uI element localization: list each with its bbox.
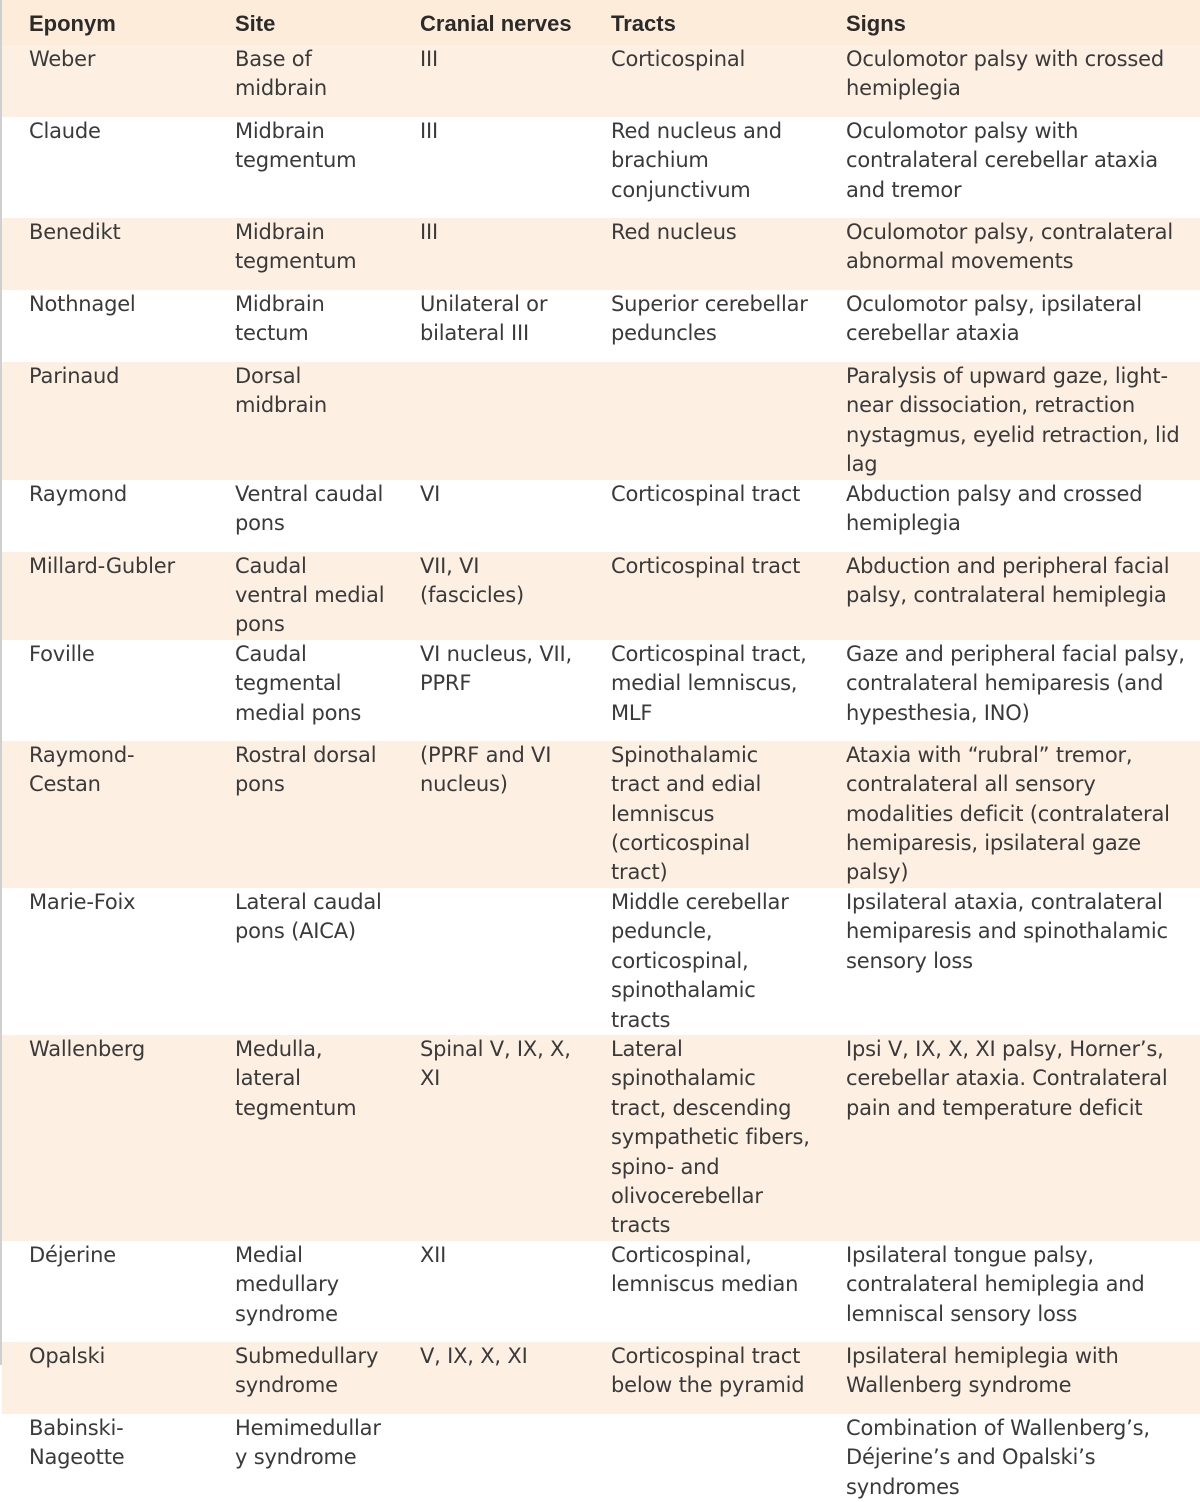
cell-signs: Gaze and peripheral facial palsy, contralateral hemiparesis (and hypesthesia, INO) <box>819 640 1200 741</box>
cell-signs: Oculomotor palsy with crossed hemiplegia <box>819 45 1200 117</box>
table-row <box>2 1035 1200 1241</box>
cell-signs: Ipsilateral tongue palsy, contralateral hemiplegia and lemniscal sensory loss <box>819 1241 1200 1342</box>
cell-nerves: V, IX, X, XI <box>393 1342 584 1414</box>
cell-tracts: Corticospinal tract below the pyramid <box>584 1342 819 1414</box>
cell-tracts <box>584 1414 819 1502</box>
cell-site: Midbrain tegmentum <box>208 117 393 218</box>
table-row <box>2 552 1200 640</box>
cell-site: Lateral caudal pons (AICA) <box>208 888 393 1035</box>
cell-eponym: Déjerine <box>2 1241 208 1342</box>
brainstem-syndromes-table <box>2 0 1200 1502</box>
cell-signs: Abduction and peripheral facial palsy, contralateral hemiplegia <box>819 552 1200 640</box>
cell-eponym: Raymond <box>2 480 208 552</box>
header-signs: Signs <box>819 0 1200 45</box>
cell-signs: Oculomotor palsy, ipsilateral cerebellar ataxia <box>819 290 1200 362</box>
cell-tracts: Corticospinal, lemniscus median <box>584 1241 819 1342</box>
cell-signs: Ipsilateral ataxia, contralateral hemiparesis and spinothalamic sensory loss <box>819 888 1200 1035</box>
table-header-row <box>2 0 1200 45</box>
cell-tracts: Corticospinal <box>584 45 819 117</box>
cell-signs: Ipsi V, IX, X, XI palsy, Horner’s, cerebellar ataxia. Contralateral pain and temperature deficit <box>819 1035 1200 1241</box>
cell-eponym: Opalski <box>2 1342 208 1414</box>
table-row <box>2 1241 1200 1342</box>
cell-site: Rostral dorsal pons <box>208 741 393 888</box>
header-cranial-nerves: Cranial nerves <box>393 0 584 45</box>
table-row <box>2 218 1200 290</box>
cell-site: Midbrain tegmentum <box>208 218 393 290</box>
cell-tracts: Red nucleus and brachium conjunctivum <box>584 117 819 218</box>
table-row <box>2 480 1200 552</box>
cell-nerves: III <box>393 117 584 218</box>
cell-tracts: Corticospinal tract, medial lemniscus, MLF <box>584 640 819 741</box>
cell-signs: Ipsilateral hemiplegia with Wallenberg syndrome <box>819 1342 1200 1414</box>
cell-nerves: III <box>393 218 584 290</box>
table-row <box>2 888 1200 1035</box>
cell-nerves: Spinal V, IX, X, XI <box>393 1035 584 1241</box>
cell-eponym: Marie-Foix <box>2 888 208 1035</box>
cell-tracts <box>584 362 819 480</box>
cell-nerves: (PPRF and VI nucleus) <box>393 741 584 888</box>
table-row <box>2 117 1200 218</box>
cell-site: Midbrain tectum <box>208 290 393 362</box>
header-tracts: Tracts <box>584 0 819 45</box>
table-row <box>2 1342 1200 1414</box>
header-eponym: Eponym <box>2 0 208 45</box>
cell-eponym: Foville <box>2 640 208 741</box>
cell-nerves <box>393 362 584 480</box>
cell-eponym: Nothnagel <box>2 290 208 362</box>
cell-site: Base of midbrain <box>208 45 393 117</box>
cell-nerves: VII, VI (fascicles) <box>393 552 584 640</box>
cell-tracts: Spinothalamic tract and edial lemniscus (corticospinal tract) <box>584 741 819 888</box>
cell-eponym: Millard-Gubler <box>2 552 208 640</box>
cell-nerves: VI <box>393 480 584 552</box>
cell-signs: Paralysis of upward gaze, light-near dissociation, retraction nystagmus, eyelid retraction, lid lag <box>819 362 1200 480</box>
cell-nerves <box>393 888 584 1035</box>
cell-eponym: Benedikt <box>2 218 208 290</box>
cell-eponym: Weber <box>2 45 208 117</box>
cell-eponym: Wallenberg <box>2 1035 208 1241</box>
cell-site: Dorsal midbrain <box>208 362 393 480</box>
cell-signs: Ataxia with “rubral” tremor, contralateral all sensory modalities deficit (contralateral hemiparesis, ipsilateral gaze palsy) <box>819 741 1200 888</box>
cell-tracts: Lateral spinothalamic tract, descending sympathetic fibers, spino- and olivocerebellar tracts <box>584 1035 819 1241</box>
table-row <box>2 640 1200 741</box>
cell-tracts: Red nucleus <box>584 218 819 290</box>
cell-site: Submedullary syndrome <box>208 1342 393 1414</box>
cell-nerves: VI nucleus, VII, PPRF <box>393 640 584 741</box>
cell-tracts: Corticospinal tract <box>584 480 819 552</box>
cell-signs: Abduction palsy and crossed hemiplegia <box>819 480 1200 552</box>
cell-signs: Oculomotor palsy with contralateral cerebellar ataxia and tremor <box>819 117 1200 218</box>
cell-site: Caudal tegmental medial pons <box>208 640 393 741</box>
cell-tracts: Middle cerebellar peduncle, corticospinal, spinothalamic tracts <box>584 888 819 1035</box>
cell-eponym: Babinski-Nageotte <box>2 1414 208 1502</box>
cell-nerves: Unilateral or bilateral III <box>393 290 584 362</box>
table-row <box>2 290 1200 362</box>
table-row <box>2 1414 1200 1502</box>
cell-signs: Combination of Wallenberg’s, Déjerine’s and Opalski’s syndromes <box>819 1414 1200 1502</box>
cell-site: Medial medullary syndrome <box>208 1241 393 1342</box>
cell-signs: Oculomotor palsy, contralateral abnormal movements <box>819 218 1200 290</box>
table-row <box>2 362 1200 480</box>
cell-tracts: Superior cerebellar peduncles <box>584 290 819 362</box>
header-site: Site <box>208 0 393 45</box>
cell-eponym: Parinaud <box>2 362 208 480</box>
cell-nerves: XII <box>393 1241 584 1342</box>
cell-nerves: III <box>393 45 584 117</box>
cell-site: Medulla, lateral tegmentum <box>208 1035 393 1241</box>
cell-tracts: Corticospinal tract <box>584 552 819 640</box>
cell-site: Hemimedullary syndrome <box>208 1414 393 1502</box>
cell-eponym: Raymond-Cestan <box>2 741 208 888</box>
table-row <box>2 741 1200 888</box>
table-row <box>2 45 1200 117</box>
cell-eponym: Claude <box>2 117 208 218</box>
cell-site: Ventral caudal pons <box>208 480 393 552</box>
cell-site: Caudal ventral medial pons <box>208 552 393 640</box>
cell-nerves <box>393 1414 584 1502</box>
